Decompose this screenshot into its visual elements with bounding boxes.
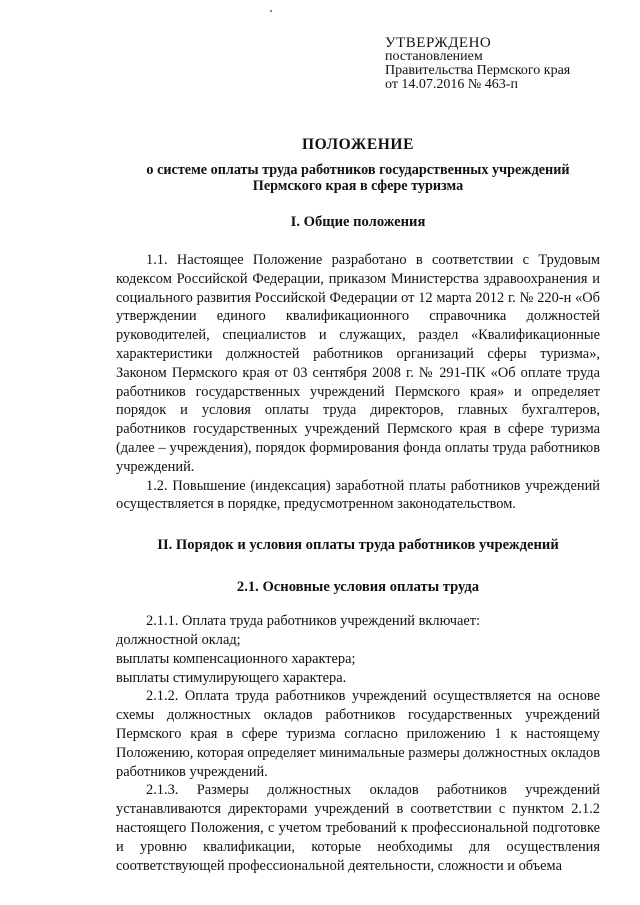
paragraph-1-1: 1.1. Настоящее Положение разработано в соответствии с Трудовым кодексом Российской Федерации, приказом Министерства здравоохранения и социального развития Российской Федерации от 12 марта 2012 г. № 220-н «Об утверждении единого квалификационного справочника должностей руководителей, специалистов и служащих, раздел «Квалификационные характеристики должностей работников организаций сферы туризма», Законом Пермского края от 03 сентября 2008 г. № 291-ПК «Об оплате труда работников государственных учреждений Пермского края» и определяет порядок и условия оплаты труда директоров, главных бухгалтеров, работников государственных учреждений Пермского края в сфере туризма (далее – учреждения), порядок формирования фонда оплаты труда работников учреждений.: [116, 252, 600, 475]
subtitle-line-1: о системе оплаты труда работников государственных учреждений: [146, 162, 570, 178]
paragraph-1-2: 1.2. Повышение (индексация) заработной платы работников учреждений осуществляется в порядке, предусмотренном законодательством.: [116, 477, 600, 513]
section-1-heading: I. Общие положения: [290, 214, 426, 230]
approval-stamp: [385, 36, 625, 92]
document-body: [116, 136, 600, 875]
document-title: ПОЛОЖЕНИЕ: [301, 136, 415, 153]
document-subtitle: [110, 162, 606, 194]
approval-line-1: постановлением: [385, 49, 483, 64]
subtitle-line-2: Пермского края в сфере туризма: [252, 178, 464, 194]
paragraph-2-1-2: 2.1.2. Оплата труда работников учреждений осуществляется на основе схемы должностных окладов работников государственных учреждений Пермского края в сфере туризма согласно приложению 1 к настоящему Положению, которая определяет минимальные размеры должностных окладов работников учреждений.: [116, 688, 600, 780]
paragraph-2-1-3: 2.1.3. Размеры должностных окладов работников учреждений устанавливаются директорами учреждений в соответствии с пунктом 2.1.2 настоящего Положения, с учетом требований к профессиональной подготовке и уровню квалификации, которые необходимы для осуществления соответствующей профессиональной деятельности, сложности и объема: [116, 782, 600, 874]
list-item: выплаты компенсационного характера;: [116, 650, 356, 667]
approval-heading: УТВЕРЖДЕНО: [385, 35, 492, 51]
approval-line-3: от 14.07.2016 № 463-п: [385, 77, 518, 92]
subsection-2-1-heading: 2.1. Основные условия оплаты труда: [236, 579, 480, 596]
paragraph-2-1-1: 2.1.1. Оплата труда работников учреждений включает:: [146, 613, 481, 630]
scan-speck: [270, 10, 272, 12]
list-item: выплаты стимулирующего характера.: [116, 669, 347, 686]
list-item: должностной оклад;: [116, 631, 241, 648]
payment-components-list: [116, 612, 600, 687]
section-2-heading: II. Порядок и условия оплаты труда работников учреждений: [157, 537, 559, 554]
approval-line-2: Правительства Пермского края: [385, 63, 571, 78]
